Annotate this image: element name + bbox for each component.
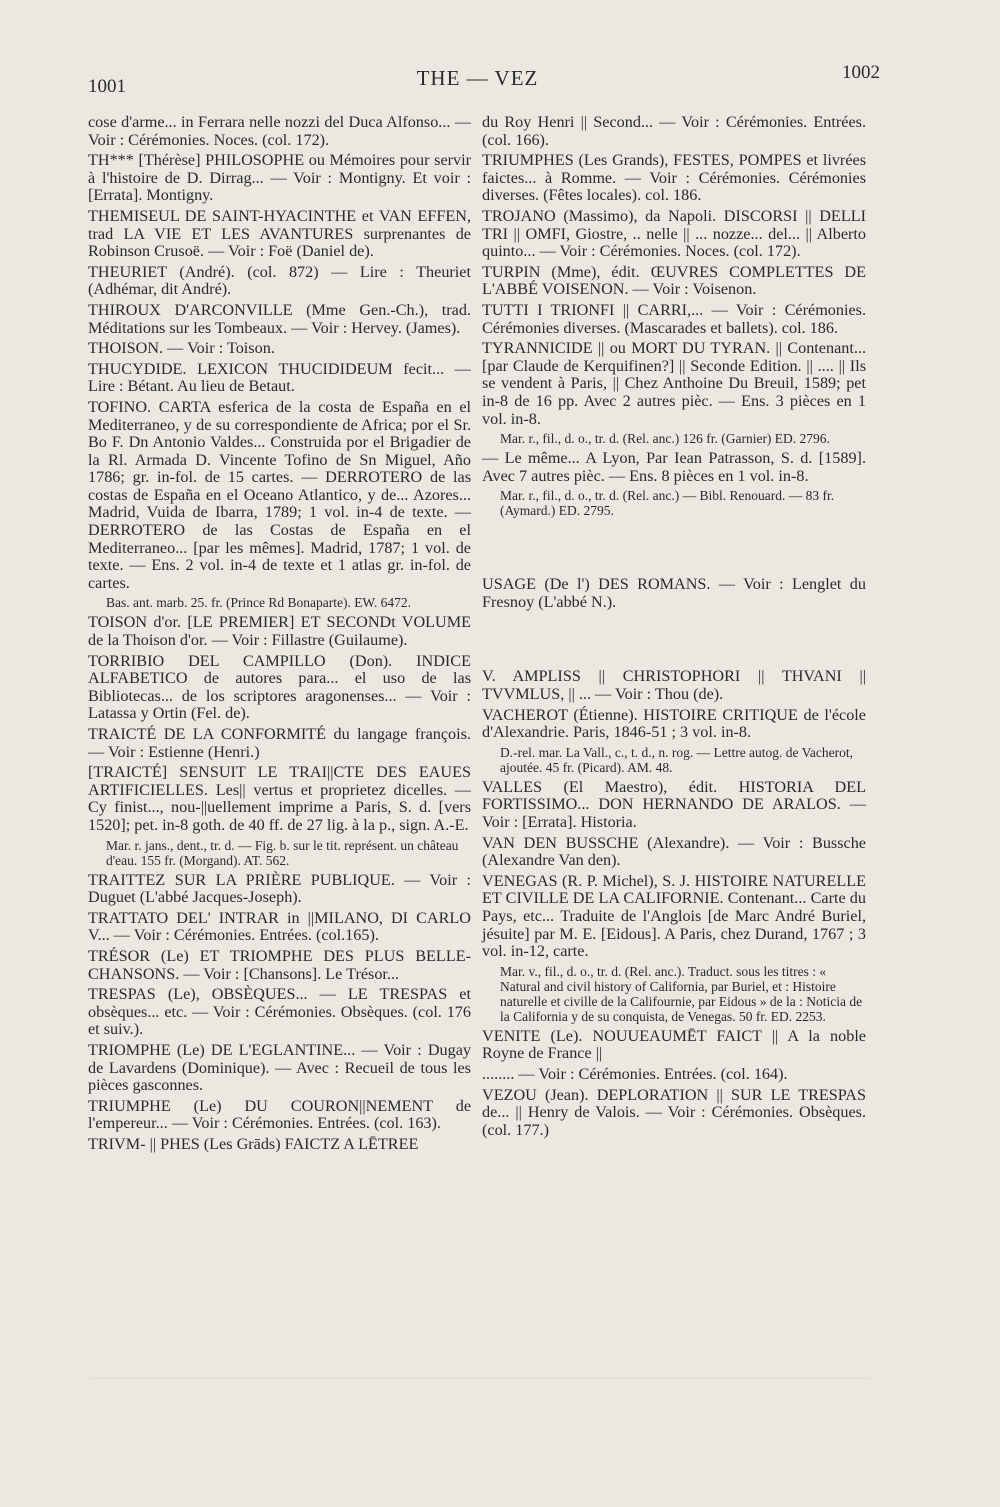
entry-th: TH*** [Thérèse] PHILOSOPHE ou Mémoires pour servir à l'histoire de D. Dirrag... — Voir : Montigny. Et voir : [Errata]. Montigny. [88,151,471,205]
left-page-number: 1001 [88,76,126,97]
entry-cose: cose d'arme... in Ferrara nelle nozzi del Duca Alfonso... — Voir : Cérémonies. Noces. (col. 172). [88,113,471,149]
entry-tofino: TOFINO. CARTA esferica de la costa de España en el Mediterraneo, y de su correspondiente de Africa; por el Sr. Bo F. Dn Antonio Valdes... Construida por el Brigadier de la Rl. Armada D. Vincente Tofino de Sn Miguel, Año 1786; gr. in-fol. de 15 cartes. — DERROTERO de las costas de España en el Oceano Atlantico, y de... Azores... Madrid, Vuida de Ibarra, 1789; 1 vol. in-4 de texte. — DERROTERO de las Costas de España en el Mediterraneo... [par les mêmes]. Madrid, 1787; 1 vol. de texte. — Ens. 2 vol. in-4 de texte et 1 atlas gr. in-fol. de cartes. [88,397,471,592]
entry-vezou: VEZOU (Jean). DEPLORATION || SUR LE TRESPAS de... || Henry de Valois. — Voir : Cérémonies. Obsèques. (col. 177.) [482,1085,866,1139]
entry-tutti: TUTTI I TRIONFI || CARRI,... — Voir : Cérémonies. Cérémonies diverses. (Mascarades et ballets). col. 186. [482,300,866,337]
entry-tresor: TRÉSOR (Le) ET TRIOMPHE DES PLUS BELLE-CHANSONS. — Voir : [Chansons]. Le Trésor... [88,946,471,983]
note-venegas: Mar. v., fil., d. o., tr. d. (Rel. anc.). Traduct. sous les titres : « Natural and civil history of California, par Buriel, et : Histoire naturelle et civille de la Califournie, par Eidous » de la : Noticia de la California y de su conquista, de Venegas. 50 fr. ED. 2253. [500,963,863,1024]
entry-v-ampliss: V. AMPLISS || CHRISTOPHORI || THVANI || TVVMLUS, || ... — Voir : Thou (de). [482,667,866,704]
entry-triumphes: TRIUMPHES (Les Grands), FESTES, POMPES et livrées faictes... à Romme. — Voir : Cérémonies. Cérémonies diverses. (Fêtes locales). col. 186. [482,151,866,205]
entry-trojano: TROJANO (Massimo), da Napoli. DISCORSI || DELLI TRI || OMFI, Giostre, .. nelle || ... nozze... del... || Alberto quinto... — Voir : Cérémonies. Noces. (col. 172). [482,206,866,261]
entry-le-meme: — Le même... A Lyon, Par Iean Patrasson, S. d. [1589]. Avec 7 autres pièc. — Ens. 8 pièces en 1 vol. in-8. [482,449,866,485]
entry-traicte-eaues: [TRAICTÉ] SENSUIT LE TRAI||CTE DES EAUES ARTIFICIELLES. Les|| vertus et proprietez dicelles. — Cy finist..., nou-||uellement imprime a Paris, S. d. [vers 1520]; pet. in-8 goth. de 40 ff. de 27 lig. à la p., sign. A.-E. [88,763,471,834]
note-tofino: Bas. ant. marb. 25. fr. (Prince Rd Bonaparte). EW. 6472. [106,595,412,611]
entry-themiseul: THEMISEUL DE SAINT-HYACINTHE et VAN EFFEN, trad LA VIE ET LES AVANTURES surprenantes de Robinson Crusoë. — Voir : Foë (Daniel de). [88,206,471,261]
entry-trattato: TRATTATO DEL' INTRAR in ||MILANO, DI CARLO V... — Voir : Cérémonies. Entrées. (col.165). [88,908,471,945]
entry-trivmphes: TRIVM- || PHES (Les Grāds) FAICTZ A LĒTREE [88,1134,419,1153]
entry-tyrannicide: TYRANNICIDE || ou MORT DU TYRAN. || Contenant... [par Claude de Kerquifinen?] || Seconde Edition. || .... || Ils se vendent à Paris, || Chez Anthoine Du Breuil, 1589; pet in-8 de 16 pp. Avec 2 autres pièc. — Ens. 3 pièces en 1 vol. in-8. [482,339,866,428]
entry-du-roy: du Roy Henri || Second... — Voir : Cérémonies. Entrées. (col. 166). [482,113,866,149]
entry-thoison: THOISON. — Voir : Toison. [88,339,275,358]
entry-van-den-bussche: VAN DEN BUSSCHE (Alexandre). — Voir : Bussche (Alexandre Van den). [482,833,866,870]
entry-thucydide: THUCYDIDE. LEXICON THUCIDIDEUM fecit... — Lire : Bétant. Au lieu de Betaut. [88,359,471,396]
entry-venite: VENITE (Le). NOUUEAUMĒT FAICT || A la noble Royne de France || [482,1026,866,1063]
note-vacherot: D.-rel. mar. La Vall., c., t. d., n. rog. — Lettre autog. de Vacherot, ajoutée. 45 fr. (Picard). AM. 48. [500,744,854,775]
right-column [482,114,866,1142]
entry-valles: VALLES (El Maestro), édit. HISTORIA DEL FORTISSIMO... DON HERNANDO DE ARALOS. — Voir : [Errata]. Historia. [482,777,866,832]
entry-toison: TOISON d'or. [LE PREMIER] ET SECONDt VOLUME de la Thoison d'or. — Voir : Fillastre (Guilaume). [88,613,471,650]
running-title: THE — VEZ [416,66,539,90]
page-footer-area [90,1378,870,1379]
entry-usage: USAGE (De l') DES ROMANS. — Voir : Lenglet du Fresnoy (L'abbé N.). [482,575,866,611]
note-le-meme: Mar. r., fil., d. o., tr. d. (Rel. anc.) — Bibl. Renouard. — 83 fr. (Aymard.) ED. 2795. [500,488,835,519]
section-gap [482,522,866,576]
entry-turpin: TURPIN (Mme), édit. ŒUVRES COMPLETTES DE L'ABBÉ VOISENON. — Voir : Voisenon. [482,262,866,299]
entry-traittez: TRAITTEZ SUR LA PRIÈRE PUBLIQUE. — Voir : Duguet (L'abbé Jacques-Joseph). [88,870,471,907]
entry-traicte: TRAICTÉ DE LA CONFORMITÉ du langage françois. — Voir : Estienne (Henri.) [88,725,471,761]
entry-theuriet: THEURIET (André). (col. 872) — Lire : Theuriet (Adhémar, dit André). [88,262,471,299]
entry-venite-voir: ........ — Voir : Cérémonies. Entrées. (col. 164). [482,1064,788,1083]
entry-triomphe: TRIOMPHE (Le) DE L'EGLANTINE... — Voir : Dugay de Lavardens (Dominique). — Avec : Recueil de tous les pièces gasconnes. [88,1040,471,1095]
left-column [88,114,471,1156]
page-header [80,58,880,98]
entry-venegas: VENEGAS (R. P. Michel), S. J. HISTOIRE NATURELLE ET CIVILLE DE LA CALIFORNIE. Contenant... Carte du Pays, etc... Traduite de l'Anglois [de Marc André Buriel, jésuite] par M. E. [Eidous]. A Paris, chez Durand, 1767 ; 3 vol. in-12, carte. [482,871,866,961]
note-tyrannicide: Mar. r., fil., d. o., tr. d. (Rel. anc.) 126 fr. (Garnier) ED. 2796. [500,431,830,447]
note-traicte: Mar. r. jans., dent., tr. d. — Fig. b. sur le tit. représent. un château d'eau. 155 fr. (Morgand). AT. 562. [106,837,459,868]
section-gap [482,614,866,668]
entry-triumphe: TRIUMPHE (Le) DU COURON||NEMENT de l'empereur... — Voir : Cérémonies. Entrées. (col. 163). [88,1096,471,1133]
entry-torribio: TORRIBIO DEL CAMPILLO (Don). INDICE ALFABETICO de autores para... el uso de las Bibliotecas... de los scriptores aragonenses... — Voir : Latassa y Ortin (Fel. de). [88,651,471,723]
entry-vacherot: VACHEROT (Étienne). HISTOIRE CRITIQUE de l'école d'Alexandrie. Paris, 1846-51 ; 3 vol. in-8. [482,705,866,742]
entry-trespas: TRESPAS (Le), OBSÈQUES... — LE TRESPAS et obsèques... etc. — Voir : Cérémonies. Obsèques. (col. 176 et suiv.). [88,985,471,1039]
entry-thiroux: THIROUX D'ARCONVILLE (Mme Gen.-Ch.), trad. Méditations sur les Tombeaux. — Voir : Hervey. (James). [88,300,471,337]
right-page-number: 1002 [842,62,880,83]
